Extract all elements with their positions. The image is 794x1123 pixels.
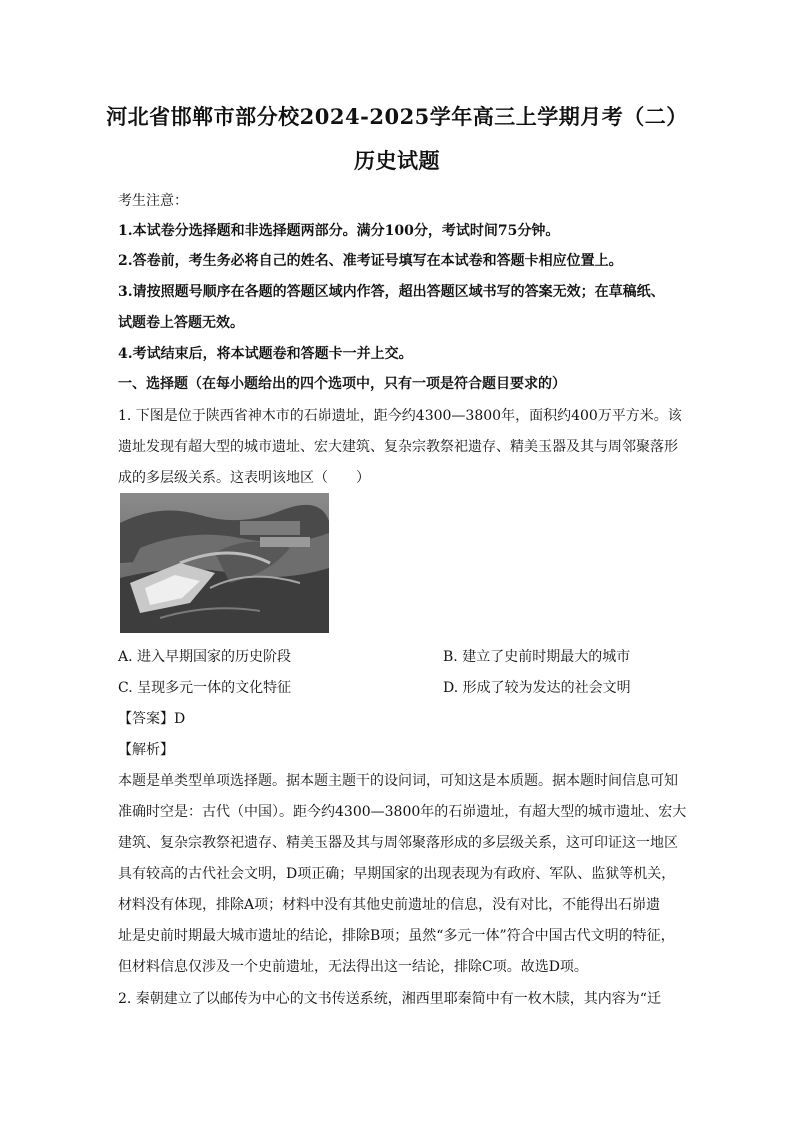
question-stem: 2. 秦朝建立了以邮传为中心的文书传送系统，湘西里耶秦简中有一枚木牍，其内容为“迁: [118, 991, 661, 1007]
exam-subtitle: 历史试题: [354, 148, 440, 173]
exam-title: 河北省邯郸市部分校2024-2025学年高三上学期月考（二）: [106, 104, 688, 129]
notice-heading: 考生注意：: [118, 193, 188, 209]
option-d: D. 形成了较为发达的社会文明: [443, 680, 631, 696]
analysis-line: 材料没有体现，排除A项；材料中没有其他史前遗址的信息，没有对比，不能得出石峁遗: [118, 897, 661, 913]
option-c: C. 呈现多元一体的文化特征: [118, 680, 292, 696]
analysis-line: 址是史前时期最大城市遗址的结论，排除B项；虽然“多元一体”符合中国古代文明的特征，: [118, 928, 675, 944]
question-stem: 1. 下图是位于陕西省神木市的石峁遗址，距今约4300—3800年，面积约400万平方米。该: [118, 408, 682, 424]
option-a: A. 进入早期国家的历史阶段: [118, 649, 292, 665]
archaeological-site-photo: [120, 493, 329, 633]
analysis-line: 建筑、复杂宗教祭祀遗存、精美玉器及其与周邻聚落形成的多层级关系，这可印证这一地区: [118, 835, 678, 851]
option-b: B. 建立了史前时期最大的城市: [443, 649, 631, 665]
analysis-line: 但材料信息仅涉及一个史前遗址，无法得出这一结论，排除C项。故选D项。: [118, 959, 588, 975]
notice-item: 4.考试结束后，将本试题卷和答题卡一并上交。: [118, 346, 413, 362]
section-heading: 一、选择题（在每小题给出的四个选项中，只有一项是符合题目要求的）: [118, 376, 566, 392]
notice-item: 2.答卷前，考生务必将自己的姓名、准考证号填写在本试卷和答题卡相应位置上。: [118, 253, 623, 269]
question-stem: 遗址发现有超大型的城市遗址、宏大建筑、复杂宗教祭祀遗存、精美玉器及其与周邻聚落形: [118, 439, 678, 455]
analysis-line: 具有较高的古代社会文明，D项正确；早期国家的出现表现为有政府、军队、监狱等机关，: [118, 866, 676, 882]
notice-item: 试题卷上答题无效。: [118, 315, 244, 331]
notice-item: 1.本试卷分选择题和非选择题两部分。满分100分，考试时间75分钟。: [118, 223, 560, 239]
answer-label: 【答案】D: [118, 711, 186, 727]
question-stem: 成的多层级关系。这表明该地区（ ）: [118, 470, 370, 486]
analysis-line: 本题是单类型单项选择题。据本题主题干的设问词，可知这是本质题。据本题时间信息可知: [118, 773, 678, 789]
analysis-heading: 【解析】: [118, 742, 174, 758]
analysis-line: 准确时空是：古代（中国）。距今约4300—3800年的石峁遗址，有超大型的城市遗址、宏大: [118, 804, 687, 820]
notice-item: 3.请按照题号顺序在各题的答题区域内作答，超出答题区域书写的答案无效；在草稿纸、: [118, 284, 665, 300]
